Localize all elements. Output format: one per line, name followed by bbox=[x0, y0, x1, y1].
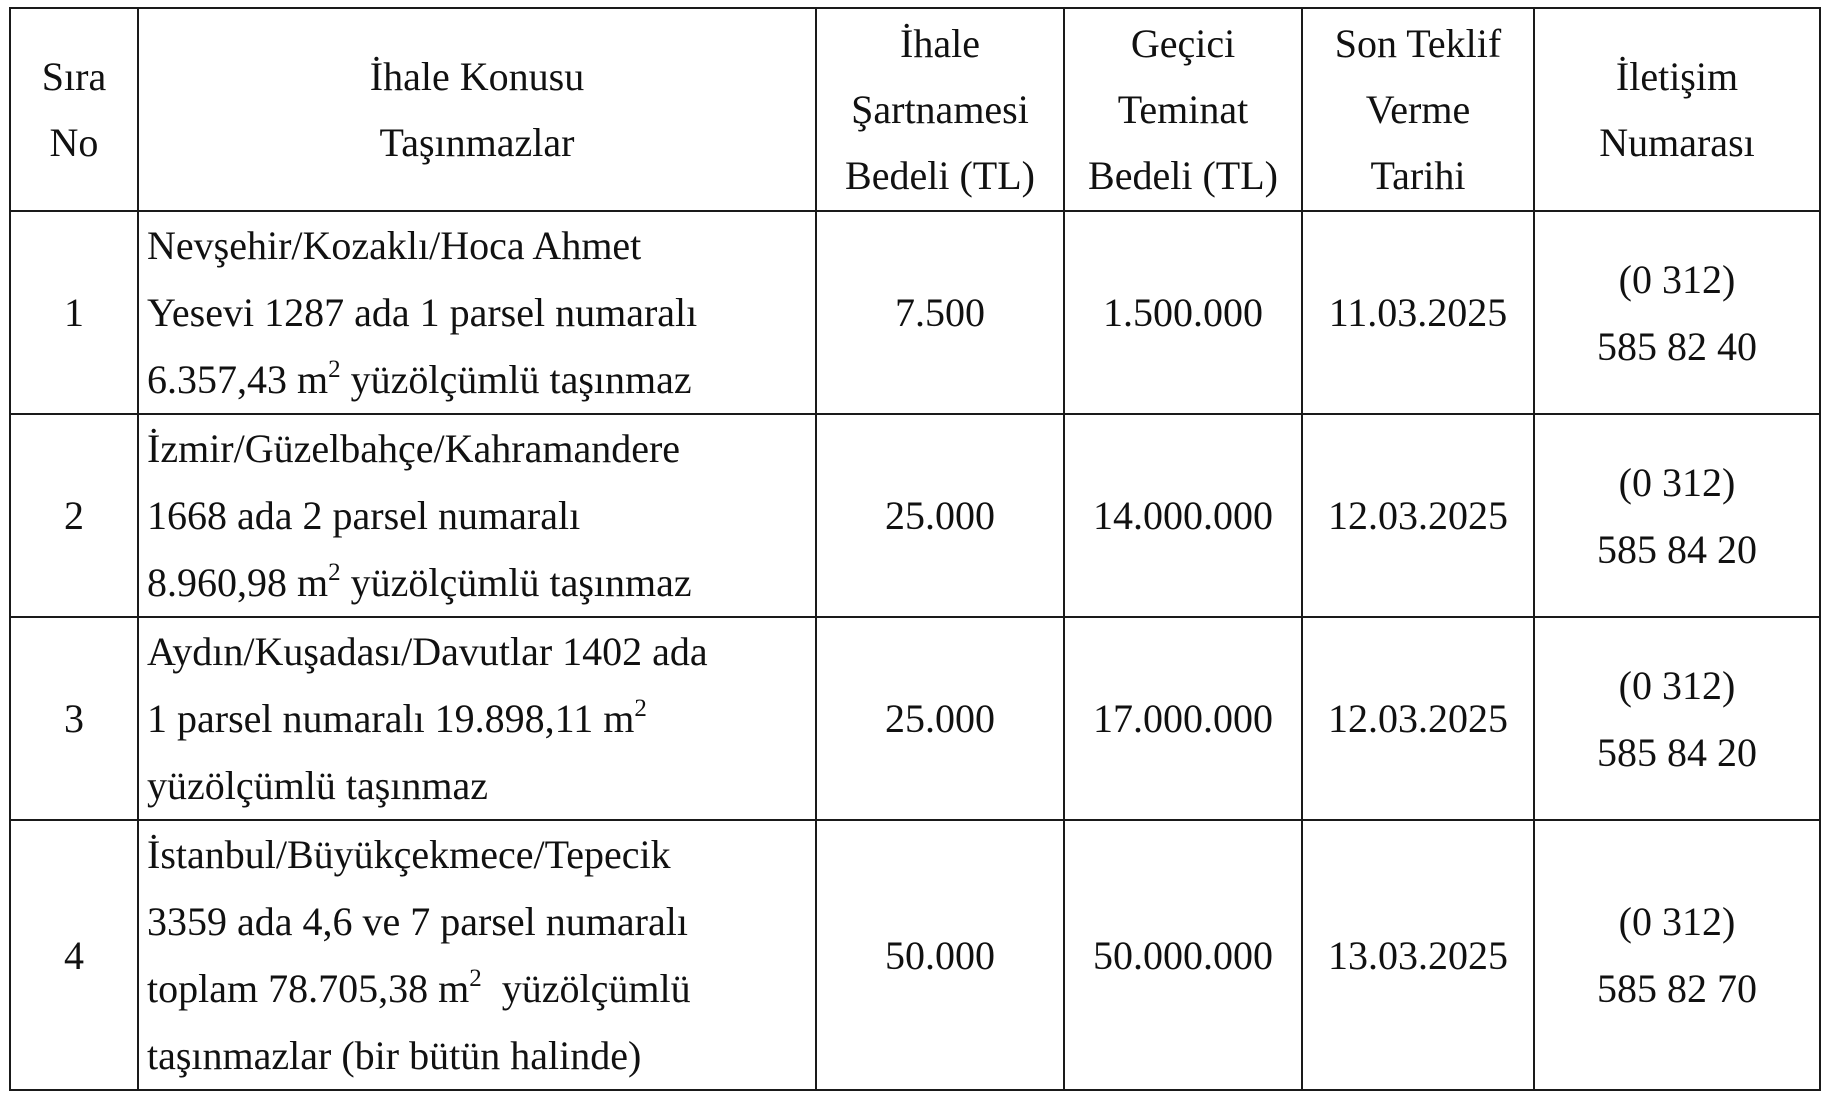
deposit-amount: 1.500.000 bbox=[1064, 211, 1302, 414]
description-line: 3359 ada 4,6 ve 7 parsel numaralı bbox=[147, 899, 688, 944]
bid-deadline: 11.03.2025 bbox=[1302, 211, 1534, 414]
description-line: taşınmazlar (bir bütün halinde) bbox=[147, 1033, 642, 1078]
header-line: Şartnamesi bbox=[851, 86, 1029, 132]
phone-line: (0 312) bbox=[1618, 459, 1736, 505]
header-line: No bbox=[49, 119, 99, 165]
description-line: 1668 ada 2 parsel numaralı bbox=[147, 493, 581, 538]
deposit-amount: 14.000.000 bbox=[1064, 414, 1302, 617]
contact-number bbox=[1534, 820, 1820, 1090]
row-number: 1 bbox=[10, 211, 138, 414]
bid-deadline: 12.03.2025 bbox=[1302, 414, 1534, 617]
superscript: 2 bbox=[328, 558, 341, 586]
contact-number bbox=[1534, 617, 1820, 820]
table-row bbox=[10, 820, 1820, 1090]
header-line: Tarihi bbox=[1370, 152, 1466, 198]
phone-line: (0 312) bbox=[1618, 662, 1736, 708]
specification-fee: 25.000 bbox=[816, 414, 1064, 617]
header-son-teklif-tarihi bbox=[1302, 8, 1534, 211]
header-sira-no bbox=[10, 8, 138, 211]
description-line: Yesevi 1287 ada 1 parsel numaralı bbox=[147, 290, 698, 335]
contact-number bbox=[1534, 211, 1820, 414]
description-line: toplam 78.705,38 $m^2$ yüzölçümlü bbox=[147, 964, 691, 1011]
header-line: Taşınmazlar bbox=[379, 119, 575, 165]
header-line: Teminat bbox=[1117, 86, 1249, 132]
phone-line: 585 82 40 bbox=[1597, 323, 1757, 369]
header-line: İhale bbox=[900, 20, 980, 66]
description-line: İzmir/Güzelbahçe/Kahramandere bbox=[147, 426, 681, 471]
specification-fee: 25.000 bbox=[816, 617, 1064, 820]
phone-line: (0 312) bbox=[1618, 899, 1736, 944]
phone-line: 585 84 20 bbox=[1597, 526, 1757, 572]
row-number: 2 bbox=[10, 414, 138, 617]
header-line: Geçici bbox=[1130, 20, 1236, 66]
superscript: 2 bbox=[328, 355, 341, 383]
description-line: Aydın/Kuşadası/Davutlar 1402 ada bbox=[147, 629, 708, 674]
property-description bbox=[138, 414, 816, 617]
description-line: 8.960,98 $m^2$ yüzölçümlü taşınmaz bbox=[147, 558, 692, 605]
row-number: 3 bbox=[10, 617, 138, 820]
header-iletisim-numarasi bbox=[1534, 8, 1820, 211]
specification-fee: 7.500 bbox=[816, 211, 1064, 414]
row-number: 4 bbox=[10, 820, 138, 1090]
table-row bbox=[10, 617, 1820, 820]
superscript: 2 bbox=[634, 694, 647, 722]
header-line: İhale Konusu bbox=[369, 53, 585, 99]
tender-table bbox=[9, 7, 1821, 1091]
property-description bbox=[138, 617, 816, 820]
header-sartname-bedeli bbox=[816, 8, 1064, 211]
header-line: İletişim bbox=[1615, 53, 1739, 99]
table-row bbox=[10, 414, 1820, 617]
bid-deadline: 13.03.2025 bbox=[1302, 820, 1534, 1090]
superscript: 2 bbox=[469, 964, 482, 992]
header-line: Verme bbox=[1365, 86, 1471, 132]
description-line: 1 parsel numaralı 19.898,11 $m^2$ bbox=[147, 694, 647, 741]
description-line: yüzölçümlü taşınmaz bbox=[147, 763, 489, 808]
header-line: Bedeli (TL) bbox=[845, 152, 1035, 198]
deposit-amount: 17.000.000 bbox=[1064, 617, 1302, 820]
description-line: 6.357,43 $m^2$ yüzölçümlü taşınmaz bbox=[147, 355, 692, 402]
deposit-amount: 50.000.000 bbox=[1064, 820, 1302, 1090]
table-row bbox=[10, 211, 1820, 414]
header-line: Numarası bbox=[1599, 119, 1755, 165]
contact-number bbox=[1534, 414, 1820, 617]
header-row bbox=[10, 8, 1820, 211]
tender-table-container bbox=[9, 7, 1821, 1091]
bid-deadline: 12.03.2025 bbox=[1302, 617, 1534, 820]
header-ihale-konusu bbox=[138, 8, 816, 211]
description-line: Nevşehir/Kozaklı/Hoca Ahmet bbox=[147, 223, 642, 268]
header-line: Sıra bbox=[41, 53, 107, 99]
phone-line: 585 84 20 bbox=[1597, 729, 1757, 775]
phone-line: (0 312) bbox=[1618, 256, 1736, 302]
property-description bbox=[138, 820, 816, 1090]
specification-fee: 50.000 bbox=[816, 820, 1064, 1090]
header-teminat-bedeli bbox=[1064, 8, 1302, 211]
phone-line: 585 82 70 bbox=[1597, 966, 1757, 1011]
property-description bbox=[138, 211, 816, 414]
header-line: Bedeli (TL) bbox=[1088, 152, 1278, 198]
header-line: Son Teklif bbox=[1334, 20, 1502, 66]
description-line: İstanbul/Büyükçekmece/Tepecik bbox=[147, 832, 671, 877]
